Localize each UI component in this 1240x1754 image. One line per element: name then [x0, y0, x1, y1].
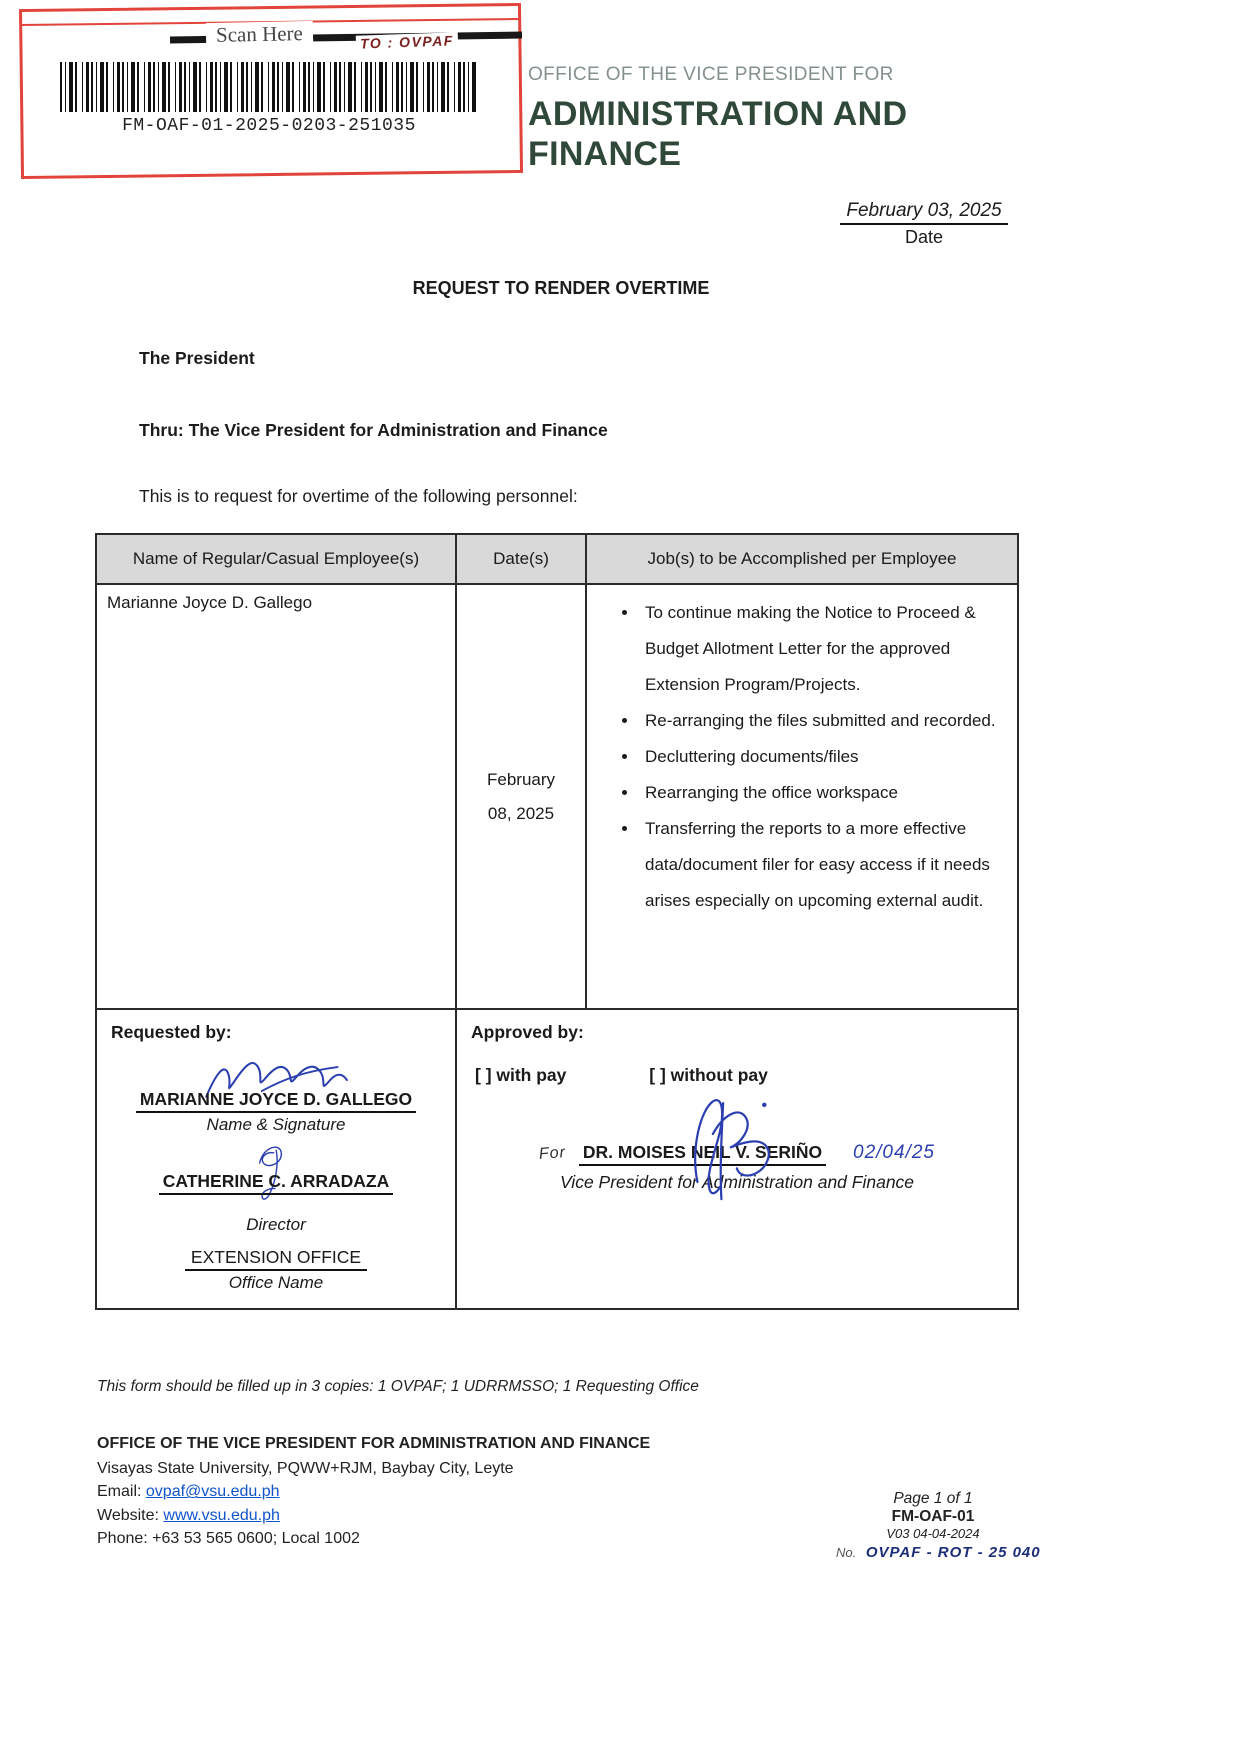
job-item: • Re-arranging the files submitted and recorded. [639, 703, 1009, 739]
table-row [96, 584, 1018, 1009]
intro-line: This is to request for overtime of the following personnel: [139, 486, 578, 506]
office-name-caption: Office Name [228, 1273, 324, 1292]
footer-email-line [97, 1480, 650, 1503]
form-number-line [828, 1544, 1041, 1561]
without-pay-checkbox: [ ] without pay [649, 1065, 768, 1085]
with-pay-checkbox: [ ] with pay [475, 1065, 567, 1085]
addressee: The President [139, 348, 255, 368]
footer-phone: Phone: +63 53 565 0600; Local 1002 [97, 1529, 360, 1547]
jobs-list [591, 595, 1009, 919]
form-meta-block [828, 1490, 1041, 1561]
col-header-employee: Name of Regular/Casual Employee(s) [96, 534, 456, 584]
date-block [826, 200, 1022, 248]
approved-by-label: Approved by: [471, 1022, 584, 1042]
approver-name: DR. MOISES NEIL V. SERIÑO [579, 1142, 826, 1166]
requester-caption: Name & Signature [206, 1115, 346, 1134]
office-header [528, 64, 907, 174]
footer-contact-block [97, 1432, 650, 1550]
table-header-row [96, 534, 1018, 584]
job-item: • Rearranging the office workspace [639, 775, 1009, 811]
date-value: February 03, 2025 [840, 200, 1007, 225]
website-label: Website: [97, 1506, 159, 1524]
email-link[interactable]: ovpaf@vsu.edu.ph [145, 1483, 280, 1501]
employee-name-cell: Marianne Joyce D. Gallego [96, 584, 456, 1009]
col-header-dates: Date(s) [456, 534, 586, 584]
form-no-value-handwritten: OVPAF - ROT - 25 040 [865, 1544, 1041, 1561]
office-header-line3: FINANCE [528, 135, 682, 174]
form-version: V03 04-04-2024 [886, 1526, 980, 1541]
for-note-handwritten: For [538, 1144, 567, 1163]
barcode-image [60, 62, 478, 112]
requested-by-cell [96, 1009, 456, 1309]
website-link[interactable]: www.vsu.edu.ph [163, 1506, 280, 1524]
form-title: REQUEST TO RENDER OVERTIME [412, 278, 710, 298]
footer-website-line [97, 1504, 650, 1527]
form-code: FM-OAF-01 [891, 1508, 975, 1525]
approver-title: Vice President for Administration and Finance [559, 1172, 915, 1192]
requested-by-label: Requested by: [111, 1022, 232, 1042]
routing-note-handwritten: TO : OVPAF [356, 32, 458, 52]
approved-by-cell [456, 1009, 1018, 1309]
page-number: Page 1 of 1 [893, 1490, 973, 1507]
approver-signature [634, 1086, 840, 1206]
director-title: Director [246, 1215, 306, 1234]
jobs-cell [586, 584, 1018, 1009]
form-no-label: No. [836, 1545, 857, 1560]
overtime-table [95, 533, 1019, 1310]
footer-office-name: OFFICE OF THE VICE PRESIDENT FOR ADMINISTRATION AND FINANCE [97, 1435, 651, 1452]
signature-row [96, 1009, 1018, 1309]
office-header-line2: ADMINISTRATION AND [528, 95, 908, 133]
job-item: • To continue making the Notice to Proceed & Budget Allotment Letter for the approved Extension Program/Projects. [639, 595, 1009, 703]
office-name: EXTENSION OFFICE [185, 1247, 367, 1271]
copies-note: This form should be filled up in 3 copies: 1 OVPAF; 1 UDRRMSSO; 1 Requesting Office [97, 1378, 699, 1395]
footer-address: Visayas State University, PQWW+RJM, Baybay City, Leyte [97, 1460, 514, 1478]
col-header-jobs: Job(s) to be Accomplished per Employee [586, 534, 1018, 584]
thru-line: Thru: The Vice President for Administration and Finance [139, 420, 608, 440]
barcode-number: FM-OAF-01-2025-0203-251035 [122, 116, 416, 136]
approval-date-handwritten: 02/04/25 [853, 1142, 935, 1163]
office-header-line1: OFFICE OF THE VICE PRESIDENT FOR [528, 64, 894, 85]
dates-cell: February 08, 2025 [456, 584, 586, 1009]
scan-here-label: Scan Here [206, 21, 313, 48]
requester-name: MARIANNE JOYCE D. GALLEGO [136, 1089, 416, 1113]
email-label: Email: [97, 1483, 142, 1501]
director-name: CATHERINE C. ARRADAZA [159, 1171, 394, 1195]
date-label: Date [904, 227, 944, 247]
job-item: • Transferring the reports to a more effective data/document filer for easy access if it needs arises especially on upcoming external audit. [639, 811, 1009, 919]
scan-region [20, 6, 522, 176]
job-item: • Decluttering documents/files [639, 739, 1009, 775]
